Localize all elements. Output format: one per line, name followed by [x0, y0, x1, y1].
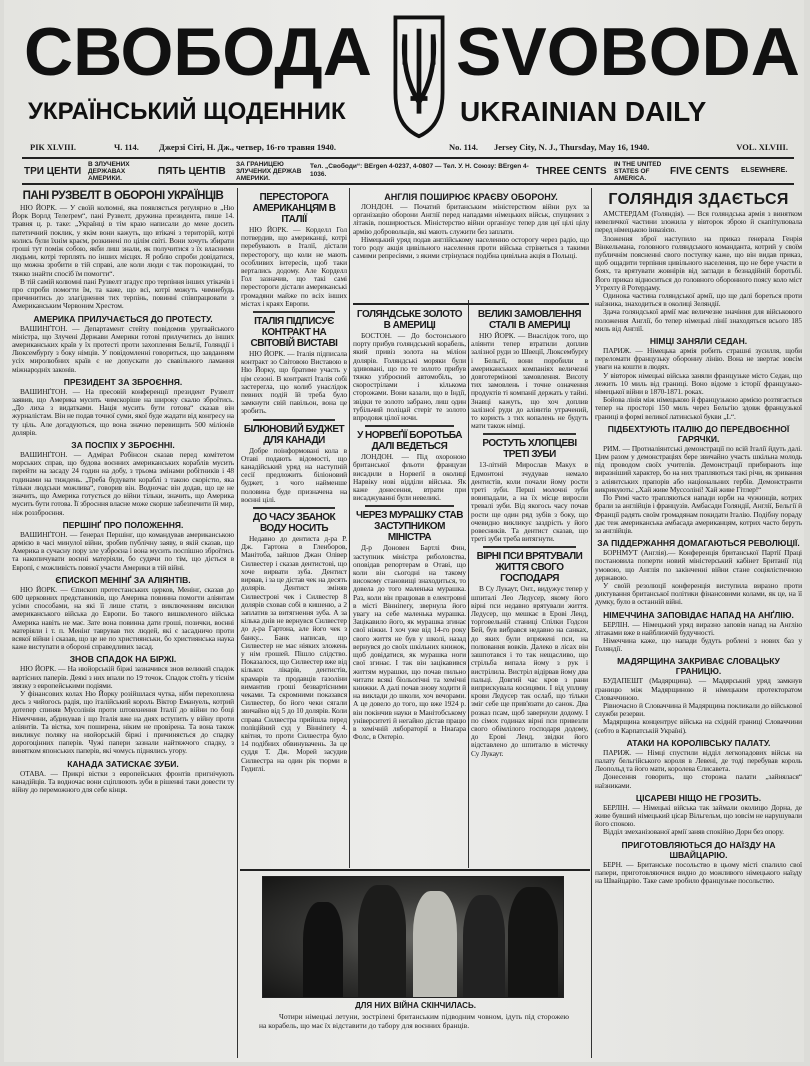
- masthead-title-en: SVOBODA: [456, 14, 800, 90]
- article: [353, 510, 466, 741]
- price-line: [24, 160, 794, 182]
- article-headline: ПІДБЕХТУЮТЬ ІТАЛІЮ ДО ПЕРЕДВОЄННОЇ ГАРЯЧКИ.: [607, 423, 790, 444]
- section-rule: [353, 303, 589, 305]
- article-paragraph: ПАРИЖ. — Німці спустили відділ легкопадових військ на палату бельгійського короля в Левені, де тоді перебував король Леопольд та його мати, королева Єлисавета.: [595, 747, 802, 774]
- article-paragraph: НЮ ЙОРК. — Внаслідок того, що аліянти тепер втратили доплив залізної руди зо Швеції, Люксембурґу і Бельгії, вони поробили в американських компаніях величезні довготермінові замовлення. Висоту тих замовлень і точне означення продуктів ті компанії держать у тайні. Знавці кажуть, що хоч доплив залізної руди до аліянтів утрачений, то користь з тих копалень не будуть мати також німці.: [471, 331, 588, 431]
- article: [241, 424, 347, 504]
- article-paragraph: БОРНМУТ (Англія).— Конференція британської Партії Праці постановила поперти новий міністерський кабінет Британії під умовою, що Англія по закінченні війни стане соціялістичною державою.: [595, 548, 802, 582]
- column-rule: [349, 188, 350, 868]
- article-headline: ПАНІ РУЗВЕЛТ В ОБОРОНІ УКРАЇНЦІВ: [22, 190, 224, 202]
- article: [471, 309, 588, 430]
- article: [241, 192, 347, 308]
- article-separator: [365, 425, 454, 427]
- article-paragraph: Відділ змеханізованої армії заняв спокійно Дорн без опору.: [603, 827, 784, 837]
- article-headline: ВІРНІ ПСИ ВРЯТУВАЛИ ЖИТТЯ СВОГО ГОСПОДАРЯ: [476, 551, 583, 585]
- article-paragraph: НЮ ЙОРК. — У своїй колюмні, яка появляється реґулярно в „Ню Йорк Ворлд Телеґрем“, пані Рузвелт, дружина президента, пише 14. травня ц. р. таке: „Українці в тім краю написали до мене досить патетичний поклик, у якім вони кажуть, що втікачі з територій, котрі колись були їхнім краєм, розкинені по цілім світі. Вони хочуть збирати гроші тут поміж собою, якби лиш знали, як получитися з їх власними людьми, котрі терплять по інших місцях. Я роблю спроби довідатися, що можна зробити в тій справі, але коли люди є так порозкидані, то тяжко знайти спосіб їм помогти“.: [12, 203, 234, 278]
- article-separator: [253, 419, 335, 421]
- article-paragraph: АМСТЕРДАМ (Голяндія). — Вся голяндська армія з винятком невеличкої частини зложила у вівторок зброю й скапітулювала перед німецькою інвазією.: [595, 209, 802, 235]
- article-headline: ГОЛЯНДІЯ ЗДАЄТЬСЯ: [608, 191, 789, 208]
- article-paragraph: БУДАПЕШТ (Мадярщина). — Мадярський уряд замкнув границю між Мадярщиною й німецьким протекторатом Словаччиною.: [595, 676, 802, 702]
- volume-en: VOL. XLVIII.: [736, 142, 788, 152]
- article-headline: КАНАДА ЗАТИСКАЄ ЗУБИ.: [67, 758, 179, 769]
- article-paragraph: Зложення зброї наступило на приказ ґенерала Генрія Вінкельмана, головного голяндського команданта, котрий у своїм публичнім поясненні свого поступку каже, що він видав приказ, щоб ощадити терпіння цивільного населення, що не бере участи в боях, та врятувати жовнірів від заглади в безнадійній боротьбі. Його приказ відноситься до головного оборонного поясу коло міст Утрехту й Ротердаму.: [595, 233, 802, 292]
- article-paragraph: БЕРЛІН. — Німецький уряд виразно заповів напад на Англію літаками вже в найближчій будучності.: [595, 619, 802, 637]
- masthead-subtitle-en: UKRAINIAN DAILY: [460, 96, 707, 127]
- column-2: [241, 190, 347, 776]
- article: [12, 520, 234, 572]
- date-ua: Джерзі Сіті, Н. Дж., четвер, 16-го травня 1940.: [159, 142, 336, 152]
- article: [12, 190, 234, 311]
- article-paragraph: Донесення говорить, що сторожа палати „зайнялася“ наїзниками.: [595, 772, 802, 790]
- article-headline: НІМЕЧЧИНА ЗАПОВІДАЄ НАПАД НА АНҐЛІЮ.: [603, 609, 794, 620]
- article-headline: ІТАЛІЯ ПІДПИСУЄ КОНТРАКТ НА СВІТОВІЙ ВИСТАВІ: [250, 316, 338, 350]
- column-rule: [468, 300, 469, 868]
- article-paragraph: Недавно до дентиста д-ра Р. Дж. Гартона в Гленборов, Манітоба, зайшов Джан Олівер Силвестер і сказав дентистові, що хоче вирвати зуба. Дентист вирвав, і за це дістав чек на десять долярів. Дентист зміняв Силвестрові чек і Силвестер 8 долярів сховав собі в кишеню, а 2 заплатив за витягнення зуба. А за кілька днів не вернувся Силвестер до д-ра Гартона, але його чек з банку... Банк написав, що Силвестер не має ніяких зложень у нім грошей. Пішло слідство. Показалося, що Силвестер вже від кількох лікарів, дентистів, крамарів та продавців газоліни вимантив гроші безвартісними чеками. Та скромними показався Силвестер, бо його чеки сягали звичайно від 5 до 10 долярів. Коли справа Силвестра прийшла перед поліційний суд у Вінніпеґу 4. квітня, то проти Силвестра було 14 подібних обвинувачень. За це суддя Т. Дж. Морей засудив Силвестра на один рік тюрми в Гедиглі.: [241, 534, 347, 773]
- article-paragraph: В Су Лукаут, Онт., видужує тепер у шпиталі Лео Ледусер, якому його вірні пси недавно врятували життя. Ледусер, що мешкає в Ерові Ленд, торговельній станиці Спілки Годсон Бей, був вибрався недавно на санках, до яких були впряжені пси, на полювання вовків. Далеко в лісах він зашпотався і то так нещасливо, що стрільба випала йому з рук і вистрілила. Вистріл відірвав йому два пальці. Довгий час кров з рани виприскувала косицями. І від упливу крови Ледусер так ослаб, що тільки зміг себе ще прив'язати до санок. Два розказ псам, щоб завернули додому. І по сімох годинах вірні пси привезли свого обімлілого господаря додому, до Ерові Ленд, звідки його відставлено до шпиталю в містечку Су Лукаут.: [471, 584, 588, 758]
- article: [595, 656, 802, 734]
- article-paragraph: ЛОНДОН. — Під охороною британської фльоти французи висадили в Норвеґії в околиці Нарвіку нові відділи війська. Як каже донесення, втрати при висаджуванні були невеликі.: [353, 452, 466, 503]
- article-headline: БІЛЮНОВИЙ БУДЖЕТ ДЛЯ КАНАДИ: [243, 423, 345, 446]
- article-headline: ЗА ПІДДЕРЖАННЯ ДОМАГАЮТЬСЯ РЕВОЛЮЦІЇ.: [597, 538, 800, 549]
- column-3-4-top: [353, 190, 589, 263]
- article-paragraph: НЮ ЙОРК. — Єпископ протестанських церков, Менінґ, сказав до 600 церковних представників, що Америка повинна помогти аліянтам усіми способами, на які її лише стати, з виключенням висилки американського війська до Европи. Бо такого вишколеного війська Америка навіть не має. Зате вона повинна дати гроші, позички, воєнні матеріяли і т. п. Менінґ таврував тих людей, які є засадничо проти всякої війни і сказав, що це не по християнськи, бо християнська наука каже виступати в обороні справедливих засад.: [12, 584, 234, 652]
- section-rule: [240, 869, 590, 871]
- article-paragraph: ПАРИЖ. — Німецька армія робить страшні зусилля, щоби переломати французьку оборонну лінію. Вона не звертає зовсім уваги на кошти в людях.: [595, 346, 802, 372]
- issue-number-en: No. 114.: [449, 142, 479, 152]
- article-headline: ГОЛЯНДСЬКЕ ЗОЛОТО В АМЕРИЦІ: [356, 309, 463, 331]
- article: [471, 438, 588, 543]
- article-paragraph: РИМ. — Протиаліянтські демонстрації по всій Італії йдуть далі. Цим разом у демонстраціях бере звичайно участь шкільна молодь під проводом своїх учителів. Демонстрації прибирають іще виразніший характер, бо на них трапляються такі річи, як зривання з аліянтських прапорів або національних гербів. Демонстранти викрикують: „Хай живе Муссоліні! Хай живе Гітлер!“: [595, 443, 802, 494]
- article-headline: У НОРВЕҐІЇ БОРОТЬБА ДАЛІ ВЕДЕТЬСЯ: [357, 430, 462, 453]
- column-rule: [237, 188, 238, 1058]
- article: [12, 759, 234, 795]
- photo-caption-title: ДЛЯ НИХ ВІЙНА СКІНЧИЛАСЬ.: [355, 1001, 476, 1010]
- year-ua: РІК XLVIII.: [30, 142, 77, 152]
- article-paragraph: Д-р Доновен Бартлі Фин, заступник міністра риболовства, оповідав репортерам в Отаві, що коли він сьогодні на такому високому становищі знаходиться, то довела до того маленька мурашка. Раз, коли він працював в електровні в місті Вінніпеґу, звернула його увагу на себе маленька мурашка. Зацікавило його, як мурашка згинає свої ніжки. І хоч уже від 14-го року свого життя не був у школі, назад вернувся до своїх шкільних книжок, щоб довідатися, як мурашка ноги свої згинає. І так він зацікавився життям мурашки, що почав пильно читати всякі біольоґічні та хемічні книжки. А далі почав знову ходити й на виклади до школи, хоч вечорами. А це довело до того, що вже 1924 р. він покінчив науки в Манітобському університеті й негайно дістав працю в хемічній лябораторії в Ниаґара Фолс, в Онтеріо.: [353, 543, 466, 742]
- article-paragraph: НЮ ЙОРК. — Корделл Гол потвердив, що американці, котрі перебувають в Італії, дістали пересторогу, що коли не мають особливих інтересів, щоб таки вертались додому. Але Корделл Гол зазначив, що такі самі перестороги дістали американські громадяни майже по всіх інших містах і краях Европи.: [241, 225, 347, 308]
- article: [353, 430, 466, 502]
- article-paragraph: ВАШИНҐТОН. — Ґенерал Першінґ, що командував американською армією в часі минулої війни, зробив публічну заяву, в якій сказав, що Америка в сучасну пору зле узброєна і вона мусить поспішно зброїтись та накопичувати воєнні матеріяли, бо судячи по тім, що діється в Европі, є можливість повної участи Америки в тій війні.: [12, 529, 234, 572]
- article: [12, 440, 234, 517]
- article-paragraph: Рівночасно й Словаччина й Мадярщина покликали до військової служби резерви.: [595, 700, 802, 719]
- masthead-subtitle-ua: УКРАЇНСЬКИЙ ЩОДЕННИК: [28, 98, 346, 125]
- article: [353, 192, 589, 260]
- article: [595, 738, 802, 790]
- article-headline: АТАКИ НА КОРОЛІВСЬКУ ПАЛАТУ.: [626, 737, 771, 748]
- article-paragraph: Мадярщина концентрує війська на східній границі Словаччини (себто в Карпатській Україні).: [595, 717, 802, 735]
- article-paragraph: У своїй резолюції конференція виступила виразно проти диктування британської політики фінансовими колами, як це, на її думку, було в останній війні.: [595, 580, 802, 607]
- article-separator: [483, 433, 576, 435]
- article-paragraph: НЮ ЙОРК. — На нюйорській біржі зазначився знов великий спадок вартісних паперів. Деякі з них впали по 19 точок. Спадок стоїть у тіснім звязку з европейськими подіями.: [12, 664, 234, 690]
- article-headline: ЧЕРЕЗ МУРАШКУ СТАВ ЗАСТУПНИКОМ МІНІСТРА: [356, 510, 463, 544]
- price-en-note: IN THE UNITED STATES OF AMERICA.: [614, 161, 662, 182]
- dateline: [24, 142, 792, 155]
- column-3: [353, 307, 466, 744]
- article: [595, 793, 802, 837]
- masthead-rule-bottom: [22, 183, 794, 185]
- article: [595, 610, 802, 654]
- article-paragraph: Одинока частина голяндської армії, що ще далі бореться проти наїзника, знаходиться в околиці Зеляндії.: [595, 291, 802, 309]
- article-separator: [483, 546, 576, 548]
- column-5: [595, 190, 802, 888]
- date-en: Jersey City, N. J., Thursday, May 16, 1940.: [494, 142, 650, 152]
- issue-number-ua: Ч. 114.: [114, 142, 139, 152]
- masthead-title-ua: СВОБОДА: [24, 14, 372, 90]
- article-headline: ЦІСАРЕВІ НІЩО НЕ ГРОЗИТЬ.: [635, 792, 762, 803]
- article-headline: ПРИГОТОВЛЯЮТЬСЯ ДО НАЇЗДУ НА ШВАЙЦАРІЮ.: [621, 839, 776, 860]
- column-rule: [591, 188, 592, 1058]
- article-paragraph: Німеччина каже, що напади будуть роблені з нових баз у Голяндії.: [595, 635, 802, 654]
- article-paragraph: БЕРЛІН. — Німецькі війська так займали околицю Дорна, де живе бувший німецький цісар Вільгельм, що зовсім не нарушували його спокою.: [595, 802, 802, 829]
- price-en: THREE CENTS: [536, 166, 607, 177]
- article-paragraph: Німецький уряд подав англійському населенню осторогу через радіо, що того роду акція цивільного населення проти війська стрінеться з такими самими репресіями, з якими стрінулася подібна цивільна акція в Польщі.: [353, 234, 589, 261]
- article-headline: ДО ЧАСУ ЗБАНОК ВОДУ НОСИТЬ: [252, 512, 336, 535]
- article-paragraph: По Римі часто трапляються напади юрби на чужинців, котрих брали за англійців і французів. Амбасади Голяндії, Англії, Бельгії й Франції радять своїм громадянам покидати Італію. Подібну пораду дає теж американська амбасада американцям, котрих часто беруть за англійців.: [595, 493, 802, 535]
- article-headline: АНГЛІЯ ПОШИРЮЄ КРАЄВУ ОБОРОНУ.: [384, 192, 558, 202]
- article-paragraph: ОТАВА. — Прикрі вістки з европейських фронтів пригнічують канадійців. Та водночас вони сціплюють зуби в рішенні таки довести ту війну до переможного для себе кінця.: [12, 768, 234, 794]
- article-paragraph: ВАШИНҐТОН. — Департамент стейту повідомив уругвайського міністра, що Злучені Держави Америки готові прилучитись до інших американських країв у їх протесті проти захоплення Бельгії, Голяндії і Люксембурґу з боку німців. У повідомленні говориться, що завданням усіх миролюбних країв є не допускати до свавільного ламання міжнародніх законів.: [12, 323, 234, 374]
- article-paragraph: НЮ ЙОРК. — Італія підписала контракт зо Світовою Виставою в Ню Йорку, що братиме участь у цім сезоні. В контракті Італія собі застерегла, що колиб унаслідок певних подій їй треба було замкнути свій павільон, вона це зробить.: [241, 349, 347, 416]
- article-paragraph: Здача голяндської армії має величезне значіння для військового положення Англії, бо тепер німецькі лінії знаходяться всього 185 миль від Англії.: [595, 307, 802, 333]
- article-headline: НІМЦІ ЗАНЯЛИ СЕДАН.: [649, 336, 748, 347]
- article-separator: [253, 507, 335, 509]
- article: [471, 551, 588, 757]
- price-abroad-en: FIVE CENTS: [670, 166, 729, 177]
- masthead-rule: [22, 157, 794, 159]
- article: [12, 377, 234, 437]
- article-paragraph: Бойова лінія між німецькою й французькою армією розтягається тепер на просторі 150 миль через Бельгію здовж французької границі в формі великої латинської букви „L“.: [595, 395, 802, 421]
- article-headline: АМЕРИКА ПРИЛУЧАЄТЬСЯ ДО ПРОТЕСТУ.: [33, 313, 213, 324]
- article-headline: ЗНОВ СПАДОК НА БІРЖІ.: [69, 654, 177, 665]
- article-headline: МАДЯРЩИНА ЗАКРИВАЄ СЛОВАЦЬКУ ГРАНИЦЮ.: [617, 656, 780, 677]
- article: [241, 316, 347, 416]
- price-abroad-ua: ПЯТЬ ЦЕНТІВ: [158, 166, 226, 177]
- trident-emblem-icon: [386, 8, 452, 140]
- column-1: [12, 190, 234, 797]
- article-paragraph: БОСТОН. — До бостонського порту прибув голяндський корабель, який привіз золота на міліон долярів. Голяндські моряки були здивовані, що по те золото прибув тяжко узброєний автомобіль, зо скорострілами і кількома сторожами. Вони казали, що в Індії, звідки те золото забрано, лиш один тубільчий поліцай стеріг те золото впродовж цілої ночи.: [353, 331, 466, 423]
- article-paragraph: ВАШИНҐТОН. — На пресовій конференції президент Рузвелт заявив, що Америка мусить чимскоріше на широку скалю зброїтись. „До лиха з видатками. Нація мусить бути готова“ сказав він журналістам. Він не подав точної суми, якої буде жадати від конґресу на ту ціль. Але догадуються, що вона значно перевищить 500 міліонів долярів.: [12, 386, 234, 437]
- article-headline: ПЕРШІНҐ ПРО ПОЛОЖЕННЯ.: [62, 519, 184, 530]
- article: [12, 654, 234, 755]
- article-separator: [365, 505, 454, 507]
- column-4: [471, 307, 588, 761]
- article: [241, 512, 347, 773]
- article-headline: ПЕРЕСТОРОГА АМЕРИКАНЦЯМ В ІТАЛІЇ: [252, 192, 336, 225]
- article: [12, 314, 234, 374]
- newspaper-page: [4, 0, 804, 1062]
- article-paragraph: У фінансових колах Ню Йорку розійшлася чутка, нібм перехоплена десь з чийогось радія, що італійський король Віктор Емануель, котрий дотепер спиняв Мусолінія проти штовхнення Італії до війни по боці Німеччини, абдикував і що Італія вже на днях вступить у війну проти аліянтів. Та вістка, хоч поширена, ніким не провірена. Та вона також викликує поляку на нюйорській біржі і причиняється до спадку дорогоцінних паперів. Чужі папери зазнали найтяжчого спадку, з винятком японських паперів, які чомусь піднялись угору.: [12, 688, 234, 756]
- price-abroad-ua-note: ЗА ГРАНИЦЕЮ ЗЛУЧЕНИХ ДЕРЖАВ АМЕРИКИ.: [236, 161, 302, 182]
- article-paragraph: У вівторок німецькі війська заняли французьке місто Седан, що лежить 10 миль від границі. Воно відоме з історії французько-німецької війни в 1870-1871. роках.: [595, 370, 802, 397]
- article-headline: ПРЕЗИДЕНТ ЗА ЗБРОЄННЯ.: [63, 376, 183, 387]
- article: [595, 840, 802, 886]
- price-abroad-en-note: ELSEWHERE.: [741, 167, 788, 174]
- article: [595, 336, 802, 421]
- article-separator: [253, 311, 335, 313]
- article-paragraph: В тій самій колюмні пані Рузвелт згадує про терпіння інших утікачів і про спроби помогти їм, та каже, що всі, котрі можуть чимнебудь причинитись до злагіднення тих терпінь, повинні співпрацювати з Американським Червоним Хрестом.: [12, 276, 234, 311]
- article: [595, 424, 802, 535]
- article-paragraph: 13-літній Мирослав Макух в Едмонтоні зчудував немало дентистів, коли почали йому рости треті зуби. Перші молочні зуби вовипадали, а на їх місце виросли тревалі зуби. Від якогось часу почав рости ще один ряд зубів з боку, що очевидно викликує заздрість у його ровесників. Та дентист сказав, що треті зуби треба витягнути.: [471, 460, 588, 544]
- article: [12, 575, 234, 652]
- article: [595, 538, 802, 606]
- article-paragraph: ВАШИНҐТОН. — Адмірал Робінсон сказав перед комітетом морських справ, що будова воєнних американських кораблів мусить перейти на засаду 24 годин на добу, з трьома змінами робітників і 48 годинами на тиждень. „Треба будувати кораблі з такою скорістю, яка тільки людськи можлива“, говорив він. Водночас він додав, що це не значить, що Америка готується до війни тільки, значить, що Америка мусить бути готова. Її збросння власне може скорше забезпечити їй мир, ніж роззброєння.: [12, 450, 234, 517]
- article-headline: РОСТУТЬ ХЛОПЦЕВІ ТРЕТІ ЗУБИ: [482, 438, 577, 461]
- price-ua: ТРИ ЦЕНТИ: [24, 166, 82, 177]
- article-headline: ВЕЛИКІ ЗАМОВЛЕННЯ СТАЛІ В АМЕРИЦІ: [477, 309, 582, 331]
- article-headline: ЗА ПОСПІХ У ЗБРОЄННІ.: [71, 440, 175, 451]
- article: [595, 190, 802, 333]
- news-photo: [262, 876, 564, 998]
- article: [353, 309, 466, 422]
- article-paragraph: Добре поінформовані кола в Отаві подають відомості, що канадійський уряд на наступній сесії предложить біліоновий буджет, з чого найменше половина буде призначена на воєнні цілі.: [241, 445, 347, 504]
- article-paragraph: ЛОНДОН. — Початий британським міністерством війни рух за організацію оборони Англії перед нападами німецьких військ, спущених з літаків, поширюється. Міністерство війни організує тепер для цеї цілі цілу армію добровольців, які мають служити без заплати.: [353, 202, 589, 236]
- phone-numbers: Тел. „Свободи“: BErgen 4-0237, 4-0807 — Тел. У. Н. Союзу: BErgen 4-1036.: [310, 163, 529, 178]
- article-paragraph: БЕРН. — Британське посольство в цьому місті спалило свої папери, приготовляючися видно до можливого німецького наїзду на Швайцарію. Таке саме зробило французьке посольство.: [595, 859, 802, 885]
- price-ua-note: В ЗЛУЧЕНИХ ДЕРЖАВАХ АМЕРИКИ.: [88, 161, 130, 182]
- article-headline: ЄПИСКОП МЕНІНҐ ЗА АЛІЯНТІВ.: [55, 574, 191, 585]
- photo-caption-text: Чотири німецькі летуни, зострілені британським підводним човном, ідуть під сторожею на корабель, що має їх відставити до табору для воєнних бранців.: [259, 1012, 569, 1030]
